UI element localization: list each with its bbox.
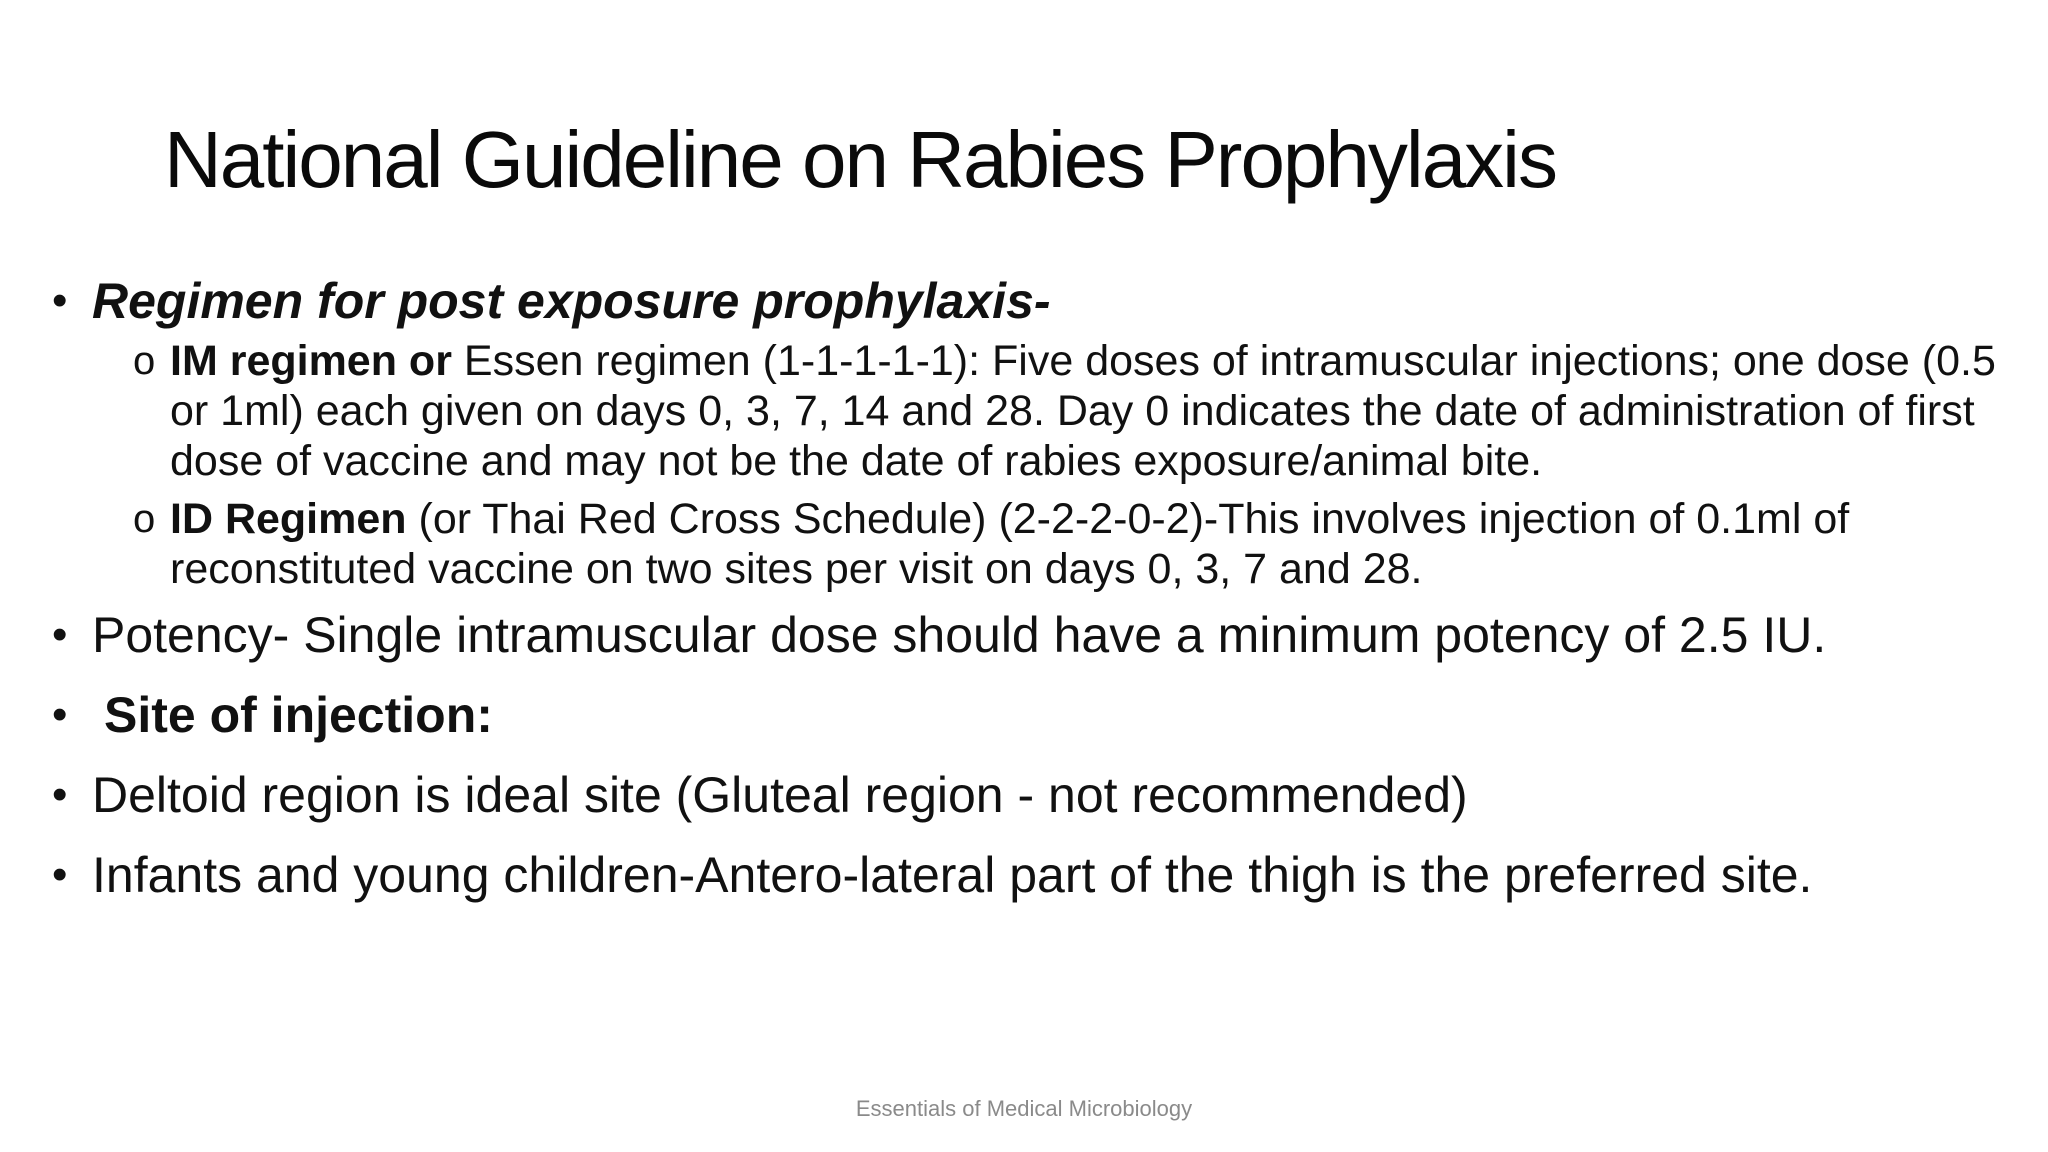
bullet-dot: • bbox=[52, 276, 68, 325]
bullet-infants bbox=[52, 846, 1952, 904]
sub-bullet-marker: o bbox=[133, 497, 156, 541]
bullet-deltoid-text: Deltoid region is ideal site (Gluteal region - not recommended) bbox=[92, 767, 1468, 823]
sub-bullet-im-regimen bbox=[133, 336, 2012, 486]
bullet-dot: • bbox=[52, 610, 68, 659]
bullet-dot: • bbox=[52, 690, 68, 739]
slide-content bbox=[52, 272, 2012, 904]
sub-bullet-marker: o bbox=[133, 339, 156, 383]
bullet-dot: • bbox=[52, 850, 68, 899]
sub-bullet-im-text: Essen regimen (1-1-1-1-1): Five doses of intramuscular injections; one dose (0.5 or 1ml) each given on days 0, 3, 7, 14 and 28. Day 0 indicates the date of administration of first dose of vaccine and may not be the date of rabies exposure/animal bite. bbox=[170, 337, 1996, 485]
bullet-dot: • bbox=[52, 770, 68, 819]
sub-bullet-id-text: (or Thai Red Cross Schedule) (2-2-2-0-2)-This involves injection of 0.1ml of reconstituted vaccine on two sites per visit on days 0, 3, 7 and 28. bbox=[170, 495, 1850, 593]
bullet-regimen bbox=[52, 272, 2012, 330]
bullet-potency bbox=[52, 606, 2012, 664]
bullet-regimen-text: Regimen for post exposure prophylaxis- bbox=[92, 273, 1051, 329]
sub-bullet-id-label: ID Regimen bbox=[170, 495, 407, 543]
sub-bullet-im-label: IM regimen or bbox=[170, 337, 452, 385]
slide-title: National Guideline on Rabies Prophylaxis bbox=[164, 115, 1556, 204]
bullet-potency-text: Potency- Single intramuscular dose should have a minimum potency of 2.5 IU. bbox=[92, 607, 1827, 663]
bullet-site-text: Site of injection: bbox=[104, 687, 493, 743]
slide-footer: Essentials of Medical Microbiology bbox=[855, 1096, 1193, 1121]
bullet-infants-text: Infants and young children-Antero-lateral part of the thigh is the preferred site. bbox=[92, 847, 1813, 903]
bullet-site-of-injection bbox=[52, 686, 2012, 744]
bullet-deltoid bbox=[52, 766, 2012, 824]
sub-bullet-id-regimen bbox=[133, 494, 2012, 594]
